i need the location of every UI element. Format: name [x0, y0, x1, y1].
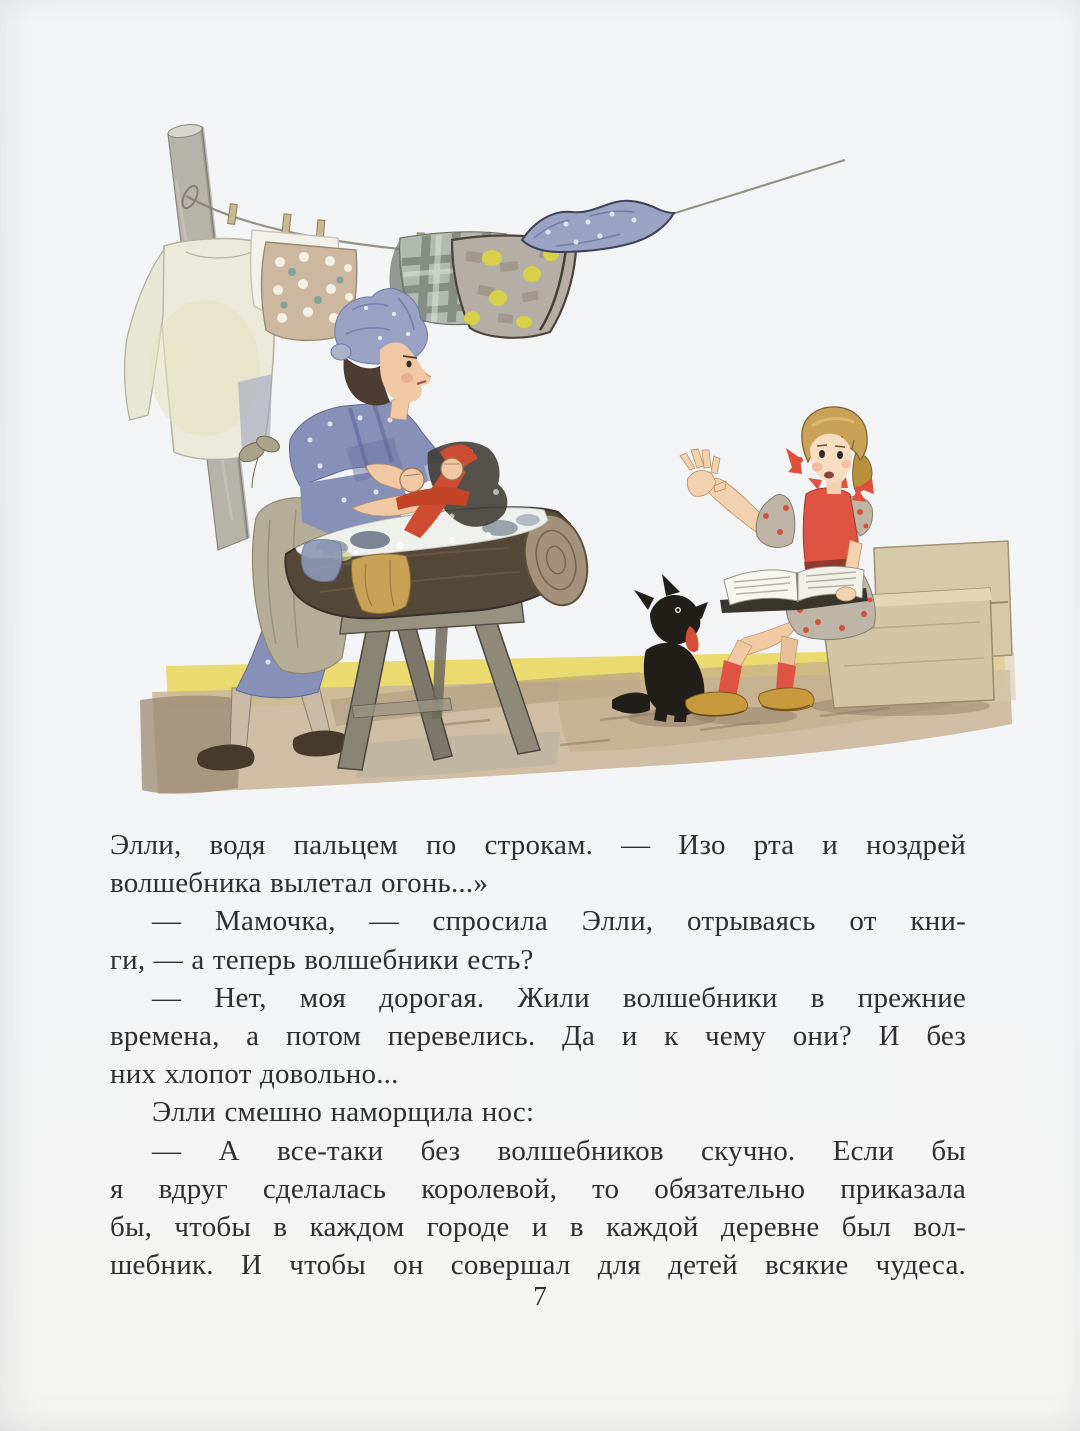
text-line: бы, чтобы в каждом городе и в каждой деревне был вол- [110, 1211, 966, 1244]
laundry-blue-kerchief [522, 201, 674, 252]
text-line: — Нет, моя дорогая. Жили волшебники в прежние [152, 981, 966, 1014]
mother-face [380, 343, 431, 403]
girl-mouth [824, 472, 834, 479]
text-line: них хлопот довольно... [110, 1058, 399, 1091]
girl-head [786, 407, 874, 502]
mother-fist [441, 458, 463, 480]
girl-hand-on-book [836, 587, 856, 601]
text-line: времена, а потом перевелись. Да и к чему они? И без [110, 1020, 966, 1053]
page-number: 7 [533, 1281, 547, 1311]
girl-sleeve [756, 494, 795, 547]
text-line: — А все-таки без волшебников скучно. Если бы [152, 1134, 966, 1167]
trough-drape-blue [301, 540, 342, 582]
text-line: ги, — а теперь волшебники есть? [110, 943, 534, 976]
girl-eye [819, 450, 825, 458]
text-line: Элли смешно наморщила нос: [152, 1096, 535, 1129]
girl-eye [837, 451, 843, 459]
text-line: волшебника вылетал огонь...» [110, 867, 489, 900]
mother-fist [400, 468, 424, 492]
mother-eye [406, 361, 411, 368]
text-line: шебник. И чтобы он совершал для детей всякие чудеса. [110, 1249, 966, 1282]
text-line: Элли, водя пальцем по строкам. — Изо рта и ноздрей [110, 829, 966, 861]
text-line: я вдруг сделалась королевой, то обязательно приказала [110, 1172, 966, 1205]
mother-head [331, 289, 431, 406]
text-line: — Мамочка, — спросила Элли, отрываясь от кни- [152, 905, 966, 938]
girl-hand-open [680, 449, 726, 496]
trough-drape-tan [351, 554, 410, 614]
body-text [110, 826, 966, 1284]
